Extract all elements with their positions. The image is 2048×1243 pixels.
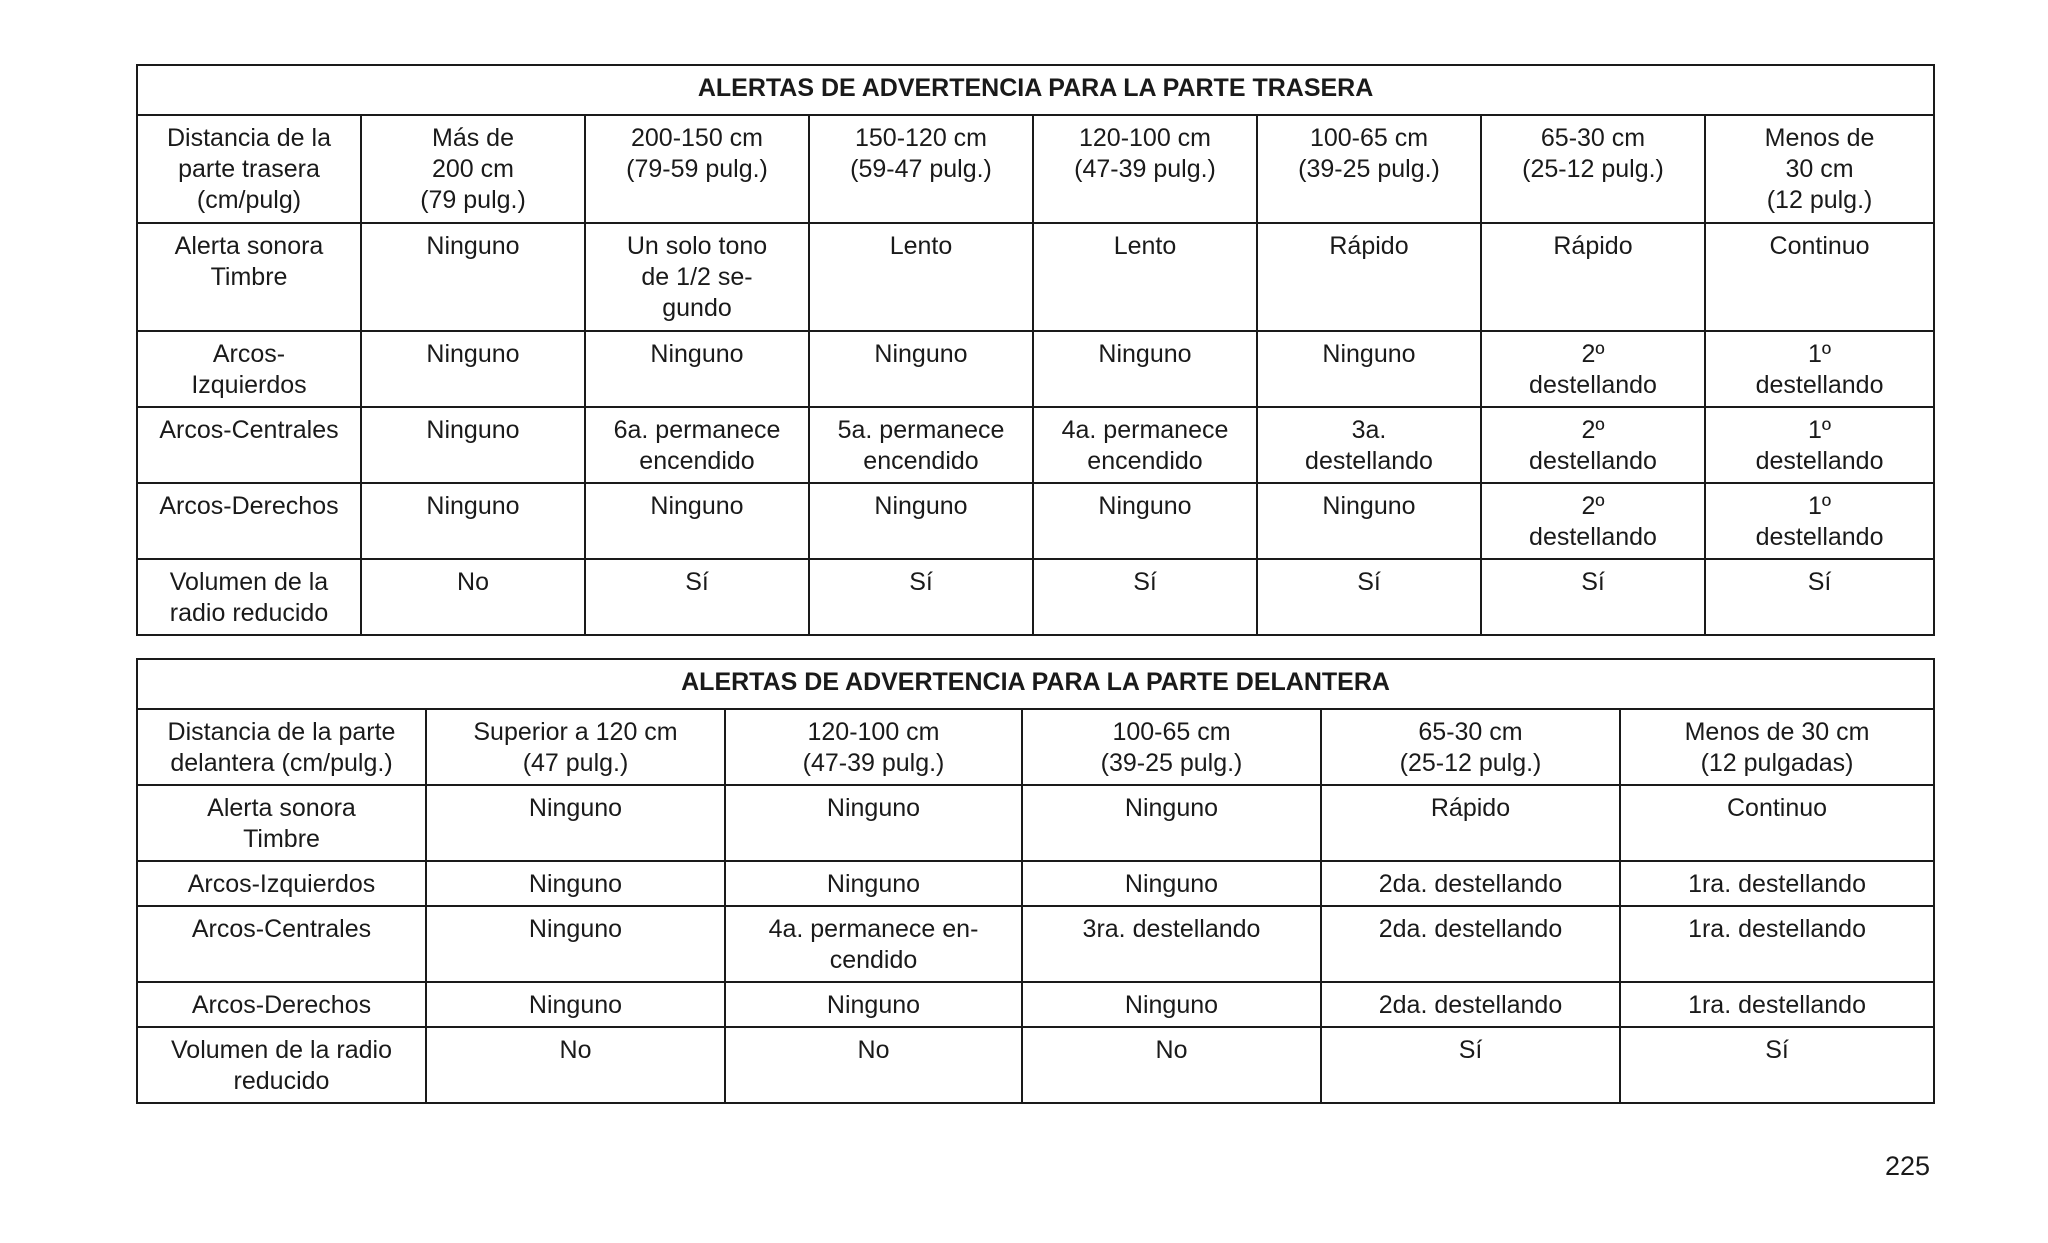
table-cell: 65-30 cm (25-12 pulg.) [1481, 115, 1705, 223]
table-cell: Ninguno [585, 483, 809, 559]
table-cell: Ninguno [725, 861, 1022, 906]
row-header-center-arcs: Arcos-Centrales [137, 906, 426, 982]
table-cell: 3ra. destellando [1022, 906, 1321, 982]
table-cell: Ninguno [426, 906, 725, 982]
table-cell: 1º destellando [1705, 407, 1934, 483]
table-cell: 1ra. destellando [1620, 982, 1934, 1027]
table-cell: Un solo tono de 1/2 se- gundo [585, 223, 809, 331]
table-cell: No [426, 1027, 725, 1103]
table-cell: Ninguno [1022, 982, 1321, 1027]
table-cell: 5a. permanece encendido [809, 407, 1033, 483]
table-cell: Superior a 120 cm (47 pulg.) [426, 709, 725, 785]
table-cell: 1º destellando [1705, 483, 1934, 559]
table-cell: 200-150 cm (79-59 pulg.) [585, 115, 809, 223]
table-cell: Sí [1620, 1027, 1934, 1103]
table-cell: 150-120 cm (59-47 pulg.) [809, 115, 1033, 223]
row-header-left-arcs: Arcos-Izquierdos [137, 861, 426, 906]
row-header-center-arcs: Arcos-Centrales [137, 407, 361, 483]
rear-warning-table [136, 64, 1935, 636]
table-cell: 6a. permanece encendido [585, 407, 809, 483]
table-cell: Ninguno [426, 861, 725, 906]
table-cell: Ninguno [1257, 331, 1481, 407]
table-cell: No [725, 1027, 1022, 1103]
table-cell: Ninguno [725, 982, 1022, 1027]
table-title-row [137, 659, 1934, 709]
table-cell: 65-30 cm (25-12 pulg.) [1321, 709, 1620, 785]
table-row [137, 331, 1934, 407]
table-row [137, 483, 1934, 559]
table-cell: Ninguno [1022, 861, 1321, 906]
table-cell: 1º destellando [1705, 331, 1934, 407]
table-cell: Ninguno [361, 407, 585, 483]
table-row [137, 709, 1934, 785]
table-cell: Sí [809, 559, 1033, 635]
row-header-right-arcs: Arcos-Derechos [137, 483, 361, 559]
table-cell: Lento [1033, 223, 1257, 331]
table-cell: Menos de 30 cm (12 pulgadas) [1620, 709, 1934, 785]
page-number: 225 [1884, 1151, 1930, 1181]
table-cell: Ninguno [426, 785, 725, 861]
table-cell: Ninguno [809, 331, 1033, 407]
row-header-audible-alert: Alerta sonora Timbre [137, 223, 361, 331]
table-cell: Sí [585, 559, 809, 635]
table-cell: Sí [1705, 559, 1934, 635]
table-cell: Continuo [1705, 223, 1934, 331]
table-cell: 1ra. destellando [1620, 861, 1934, 906]
table-cell: Rápido [1321, 785, 1620, 861]
table-cell: Rápido [1257, 223, 1481, 331]
table-row [137, 223, 1934, 331]
table-cell: Sí [1481, 559, 1705, 635]
table-cell: Sí [1033, 559, 1257, 635]
rear-table-title: ALERTAS DE ADVERTENCIA PARA LA PARTE TRASERA [137, 65, 1934, 115]
table-cell: Continuo [1620, 785, 1934, 861]
table-cell: 120-100 cm (47-39 pulg.) [725, 709, 1022, 785]
table-cell: 1ra. destellando [1620, 906, 1934, 982]
table-cell: 4a. permanece encendido [1033, 407, 1257, 483]
table-cell: Ninguno [585, 331, 809, 407]
table-cell: 100-65 cm (39-25 pulg.) [1257, 115, 1481, 223]
table-cell: Ninguno [1033, 331, 1257, 407]
table-cell: Ninguno [1257, 483, 1481, 559]
table-cell: Ninguno [1033, 483, 1257, 559]
table-cell: Lento [809, 223, 1033, 331]
table-cell: Ninguno [361, 223, 585, 331]
table-cell: Ninguno [361, 483, 585, 559]
table-title-row [137, 65, 1934, 115]
table-cell: No [1022, 1027, 1321, 1103]
row-header-distance: Distancia de la parte trasera (cm/pulg) [137, 115, 361, 223]
table-row [137, 115, 1934, 223]
table-cell: Ninguno [426, 982, 725, 1027]
table-cell: Más de 200 cm (79 pulg.) [361, 115, 585, 223]
row-header-radio-volume: Volumen de la radio reducido [137, 1027, 426, 1103]
table-row [137, 559, 1934, 635]
table-cell: Ninguno [361, 331, 585, 407]
table-cell: 4a. permanece en- cendido [725, 906, 1022, 982]
table-cell: Ninguno [725, 785, 1022, 861]
table-row [137, 906, 1934, 982]
row-header-distance: Distancia de la parte delantera (cm/pulg.) [137, 709, 426, 785]
table-cell: Rápido [1481, 223, 1705, 331]
table-cell: Sí [1321, 1027, 1620, 1103]
table-cell: 100-65 cm (39-25 pulg.) [1022, 709, 1321, 785]
table-cell: 120-100 cm (47-39 pulg.) [1033, 115, 1257, 223]
table-cell: 2da. destellando [1321, 982, 1620, 1027]
table-cell: Sí [1257, 559, 1481, 635]
table-cell: 2da. destellando [1321, 861, 1620, 906]
front-table-title: ALERTAS DE ADVERTENCIA PARA LA PARTE DELANTERA [137, 659, 1934, 709]
table-row [137, 1027, 1934, 1103]
table-row [137, 407, 1934, 483]
table-cell: 2da. destellando [1321, 906, 1620, 982]
row-header-right-arcs: Arcos-Derechos [137, 982, 426, 1027]
row-header-radio-volume: Volumen de la radio reducido [137, 559, 361, 635]
table-cell: Ninguno [1022, 785, 1321, 861]
table-row [137, 785, 1934, 861]
table-cell: 3a. destellando [1257, 407, 1481, 483]
front-warning-table [136, 658, 1935, 1104]
table-cell: 2º destellando [1481, 331, 1705, 407]
table-row [137, 861, 1934, 906]
table-cell: 2º destellando [1481, 407, 1705, 483]
row-header-audible-alert: Alerta sonora Timbre [137, 785, 426, 861]
table-cell: Ninguno [809, 483, 1033, 559]
table-cell: No [361, 559, 585, 635]
table-row [137, 982, 1934, 1027]
row-header-left-arcs: Arcos- Izquierdos [137, 331, 361, 407]
table-cell: Menos de 30 cm (12 pulg.) [1705, 115, 1934, 223]
table-cell: 2º destellando [1481, 483, 1705, 559]
